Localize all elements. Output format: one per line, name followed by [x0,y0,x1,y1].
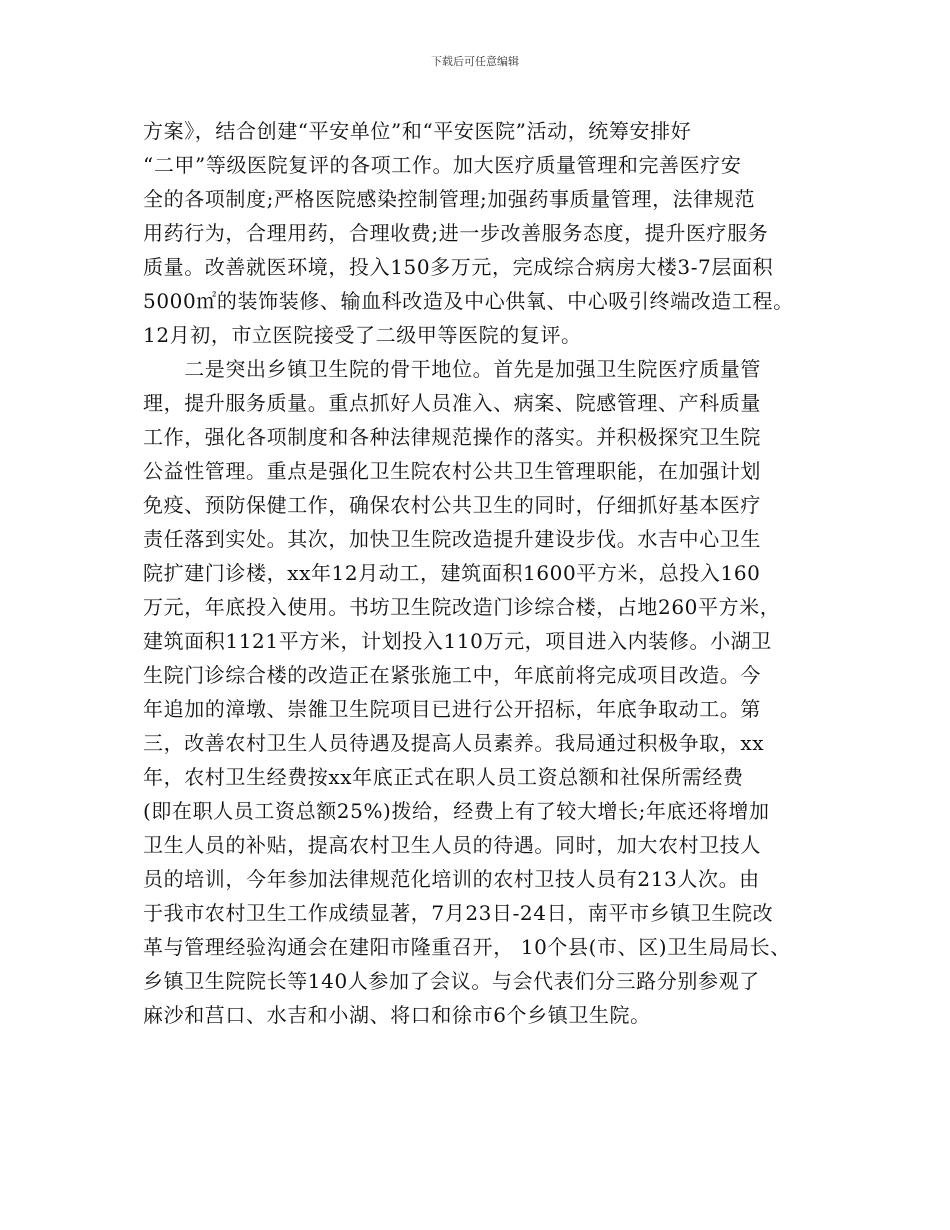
text-line: 质量。改善就医环境，投入150多万元，完成综合病房大楼3-7层面积 [143,255,774,279]
text-line: 理，提升服务质量。重点抓好人员准入、病案、院感管理、产科质量 [143,391,761,415]
text-line: 工作，强化各项制度和各种法律规范操作的落实。并积极探究卫生院 [143,425,761,449]
paragraph-start-line: 二是突出乡镇卫生院的骨干地位。首先是加强卫生院医疗质量管 [143,357,761,381]
text-line: 万元，年底投入使用。书坊卫生院改造门诊综合楼，占地260平方米， [143,595,781,619]
text-line: 用药行为，合理用药，合理收费;进一步改善服务态度，提升医疗服务 [143,221,769,245]
text-line: 5000㎡的装饰装修、输血科改造及中心供氧、中心吸引终端改造工程。 [143,289,794,313]
text-line: 年，农村卫生经费按xx年底正式在职人员工资总额和社保所需经费 [143,765,744,789]
document-body [143,114,823,1032]
text-line: 卫生人员的补贴，提高农村卫生人员的待遇。同时，加大农村卫技人 [143,833,761,857]
text-line: “二甲”等级医院复评的各项工作。加大医疗质量管理和完善医疗安 [143,153,742,177]
text-line: 三，改善农村卫生人员待遇及提高人员素养。我局通过积极争取，xx [143,731,765,755]
text-line: 于我市农村卫生工作成绩显著，7月23日-24日，南平市乡镇卫生院改 [143,901,774,925]
text-line: 麻沙和莒口、水吉和小湖、将口和徐市6个乡镇卫生院。 [143,1003,651,1027]
text-line: 院扩建门诊楼，xx年12月动工，建筑面积1600平方米，总投入160 [143,561,761,585]
text-line: 建筑面积1121平方米，计划投入110万元，项目进入内装修。小湖卫 [143,629,772,653]
text-line: 员的培训，今年参加法律规范化培训的农村卫技人员有213人次。由 [143,867,760,891]
text-line: 革与管理经验沟通会在建阳市隆重召开， 10个县(市、区)卫生局局长、 [143,935,791,959]
text-line: 乡镇卫生院院长等140人参加了会议。与会代表们分三路分别参观了 [143,969,760,993]
text-line: 免疫、预防保健工作，确保农村公共卫生的同时，仔细抓好基本医疗 [143,493,761,517]
text-line: 全的各项制度;严格医院感染控制管理;加强药事质量管理，法律规范 [143,187,756,211]
text-line: 方案》，结合创建“平安单位”和“平安医院”活动，统筹安排好 [143,119,692,143]
text-line: 12月初，市立医院接受了二级甲等医院的复评。 [143,323,582,347]
text-line: 生院门诊综合楼的改造正在紧张施工中，年底前将完成项目改造。今 [143,663,761,687]
page-header-note: 下载后可任意编辑 [431,55,519,68]
text-line: 责任落到实处。其次，加快卫生院改造提升建设步伐。水吉中心卫生 [143,527,761,551]
text-line: 年追加的漳墩、崇雒卫生院项目已进行公开招标，年底争取动工。第 [143,697,761,721]
text-line: (即在职人员工资总额25%)拨给，经费上有了较大增长;年底还将增加 [143,799,770,823]
text-line: 公益性管理。重点是强化卫生院农村公共卫生管理职能，在加强计划 [143,459,761,483]
